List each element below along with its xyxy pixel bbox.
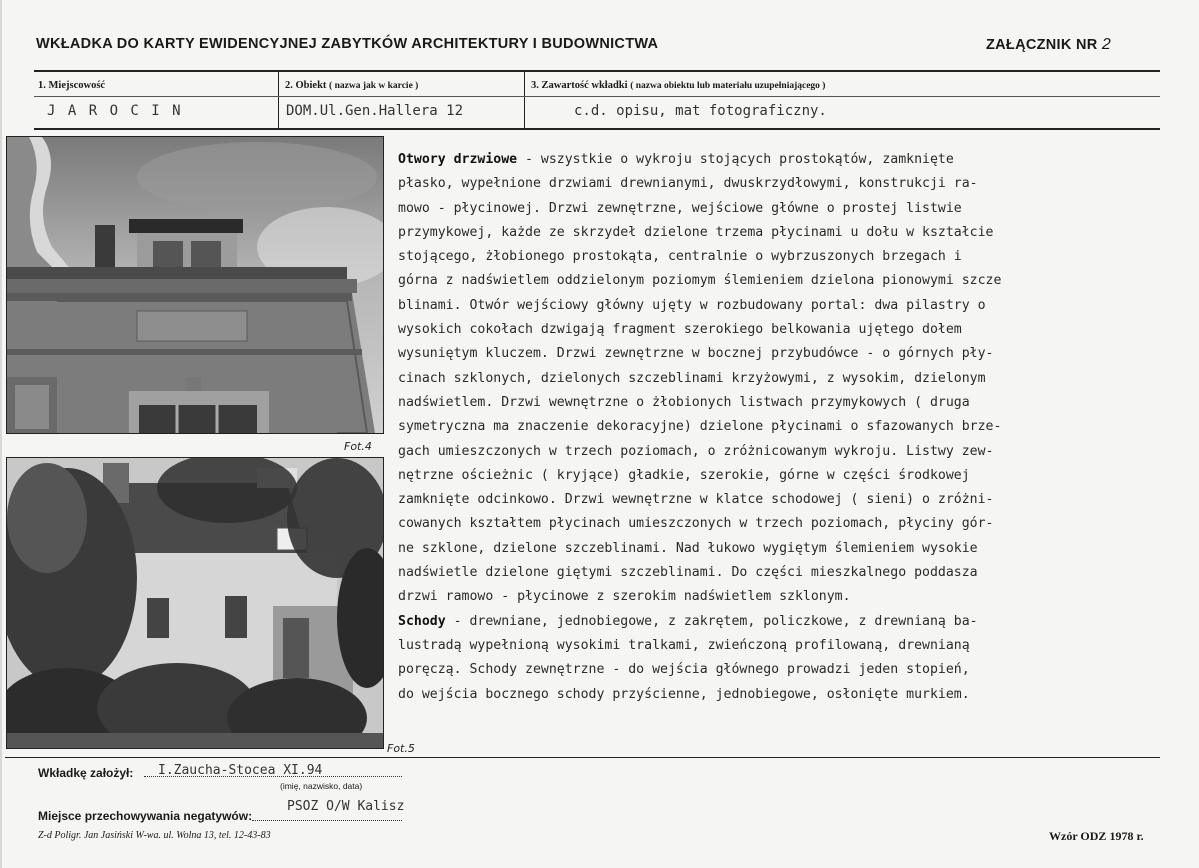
field-2-label-main: 2. Obiekt [285,80,327,91]
description-segment: górna z nadświetlem oddzielonym poziomym ślemieniem dzielona pionowymi szcze [398,273,1002,289]
description-line [398,342,1158,366]
description-line [398,391,1158,415]
divider [278,71,279,128]
founder-sub: (imię, nazwisko, data) [280,781,363,791]
description-segment: mowo - płycinowej. Drzwi zewnętrzne, wejściowe główne o prostej listwie [398,200,962,216]
description-line [398,440,1158,464]
field-2-label-note: ( nazwa jak w karcie ) [329,81,419,91]
description-line [398,585,1158,609]
description-line [398,269,1158,293]
description-line [398,415,1158,439]
description-text [398,148,1158,707]
description-segment: drzwi ramowo - płycinowe z szerokim nadświetlem szklonym. [398,589,851,605]
negatives-label-text: Miejsce przechowywania negatywów: [38,809,253,823]
field-2-value: DOM.Ul.Gen.Hallera 12 [286,103,464,119]
description-segment: cowanych kształtem płycinach umieszczonych w trzech poziomach, płyciny gór- [398,516,994,532]
form-template: Wzór ODZ 1978 r. [1049,829,1144,843]
field-3-label [531,80,825,91]
printer-info: Z-d Poligr. Jan Jasiński W-wa. ul. Wolna 13, tel. 12-43-83 [38,830,271,841]
description-line [398,367,1158,391]
photo-garden-image [7,458,383,748]
founder-value: I.Zaucha-Stocea XI.94 [158,763,323,778]
photo-garden [6,457,384,749]
photo-facade-image [7,137,383,433]
description-line [398,148,1158,172]
description-segment: poręczą. Schody zewnętrzne - do wejścia głównego prowadzi jeden stopień, [398,662,970,678]
description-line [398,683,1158,707]
negatives-dotline [252,820,402,821]
description-segment: płasko, wypełnione drzwiami drewnianymi, dwuskrzydłowymi, konstrukcji ra- [398,176,978,192]
photo-5-caption: Fot.5 [387,742,415,755]
divider [5,757,1160,758]
description-segment: przymykowej, każde ze skrzydeł dzielone trzema płycinami u dołu w kształcie [398,224,994,240]
description-line [398,512,1158,536]
description-segment: nadświetlem. Drzwi wewnętrzne o żłobionych listwach przymykowych ( druga [398,394,970,410]
description-segment: cinach szklonych, dzielonych szczeblinami krzyżowymi, z wysokim, dzielonym [398,370,986,386]
photo-4-caption: Fot.4 [344,440,372,453]
field-3-label-main: 3. Zawartość wkładki [531,80,628,91]
description-segment: ne szklone, dzielone szczeblinami. Nad łukowo wygiętym ślemieniem wysokie [398,540,978,556]
description-line [398,610,1158,634]
description-line [398,221,1158,245]
description-line [398,294,1158,318]
field-1-label: 1. Miejscowość [38,80,106,91]
attachment-label: ZAŁĄCZNIK NR [986,37,1098,53]
attachment-number [986,36,1111,54]
divider [34,70,1160,72]
description-segment: - wszystkie o wykroju stojących prostokątów, zamknięte [517,152,954,167]
description-line [398,634,1158,658]
description-segment: do wejścia bocznego schody przyścienne, jednobiegowe, osłonięte murkiem. [398,686,970,702]
description-heading: Schody [398,613,446,629]
description-line [398,488,1158,512]
card-title: WKŁADKA DO KARTY EWIDENCYJNEJ ZABYTKÓW ARCHITEKTURY I BUDOWNICTWA [36,36,659,52]
description-heading: Otwory drzwiowe [398,152,518,167]
divider [34,96,1160,97]
description-line [398,537,1158,561]
description-segment: - drewniane, jednobiegowe, z zakrętem, policzkowe, z drewnianą ba- [445,613,978,629]
attachment-number-value: 2 [1101,36,1112,53]
description-segment: gach umieszczonych w trzech poziomach, o zróżnicowanym wykroju. Listwy zew- [398,443,994,459]
description-line [398,245,1158,269]
negatives-value: PSOZ O/W Kalisz [287,799,405,814]
field-1-value: J A R O C I N [47,103,183,119]
description-segment: lustradą wypełnioną wysokimi tralkami, zwieńczoną profilowaną, drewnianą [398,637,970,653]
field-3-label-note: ( nazwa obiektu lub materiału uzupełniającego ) [630,81,826,91]
description-line [398,318,1158,342]
description-segment: nadświetle dzielone giętymi szczeblinami. Do części mieszkalnego poddasza [398,565,978,581]
description-segment: nętrzne ościeżnic ( kryjące) gładkie, szerokie, górne w części środkowej [398,467,970,483]
description-line [398,197,1158,221]
description-line [398,658,1158,682]
field-2-label [285,80,418,91]
description-segment: blinami. Otwór wejściowy główny ujęty w rozbudowany portal: dwa pilastry o [398,297,986,313]
founder-label-text: Wkładkę założył: [38,766,134,780]
field-3-value: c.d. opisu, mat fotograficzny. [574,103,827,119]
description-segment: wysuniętym kluczem. Drzwi zewnętrzne w bocznej przybudówce - o górnych pły- [398,346,994,362]
divider [524,71,525,128]
description-segment: wysokich cokołach dzwigają fragment szerokiego belkowania ujętego dołem [398,322,962,338]
description-segment: stojącego, żłobionego prostokąta, centralnie o wybrzuszonych brzegach i [398,249,962,265]
divider [34,128,1160,130]
description-line [398,464,1158,488]
description-line [398,172,1158,196]
photo-facade [6,136,384,434]
founder-label [38,766,133,780]
description-segment: symetryczna ma znaczenie dekoracyjne) dzielone płycinami o sfazowanych brze- [398,419,1002,435]
description-line [398,561,1158,585]
description-segment: zamknięte odcinkowo. Drzwi wewnętrzne w klatce schodowej ( sieni) o zróżni- [398,492,994,508]
negatives-label [38,809,252,823]
